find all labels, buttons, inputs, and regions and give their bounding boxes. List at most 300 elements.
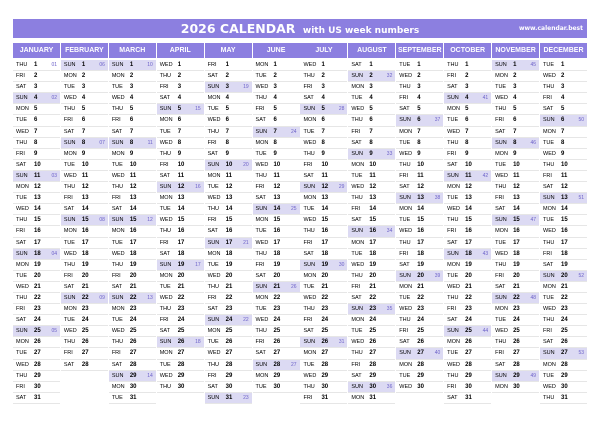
day-row[interactable] <box>13 260 60 271</box>
day-row[interactable] <box>396 215 443 226</box>
day-row[interactable] <box>205 127 252 138</box>
day-row[interactable] <box>492 104 539 115</box>
day-row[interactable] <box>444 304 491 315</box>
day-row[interactable] <box>13 293 60 304</box>
day-row[interactable] <box>444 71 491 82</box>
day-row[interactable] <box>109 60 156 71</box>
day-row[interactable] <box>13 226 60 237</box>
day-row[interactable] <box>109 260 156 271</box>
day-row[interactable] <box>492 171 539 182</box>
day-row[interactable] <box>205 226 252 237</box>
day-row[interactable] <box>492 60 539 71</box>
day-row[interactable] <box>396 382 443 393</box>
day-row[interactable] <box>253 138 300 149</box>
day-row[interactable] <box>396 82 443 93</box>
day-row[interactable] <box>300 348 347 359</box>
day-row[interactable] <box>13 149 60 160</box>
day-row[interactable] <box>13 182 60 193</box>
day-row[interactable] <box>396 160 443 171</box>
day-row[interactable] <box>348 304 395 315</box>
day-row[interactable] <box>109 393 156 404</box>
day-row[interactable] <box>13 171 60 182</box>
day-row[interactable] <box>205 171 252 182</box>
day-row[interactable] <box>444 260 491 271</box>
day-row[interactable] <box>253 127 300 138</box>
day-row[interactable] <box>492 193 539 204</box>
day-row[interactable] <box>61 282 108 293</box>
day-row[interactable] <box>300 337 347 348</box>
day-row[interactable] <box>492 315 539 326</box>
day-row[interactable] <box>109 249 156 260</box>
day-row[interactable] <box>444 149 491 160</box>
day-row[interactable] <box>492 149 539 160</box>
day-row[interactable] <box>540 127 587 138</box>
day-row[interactable] <box>157 82 204 93</box>
day-row[interactable] <box>13 393 60 404</box>
day-row[interactable] <box>540 104 587 115</box>
day-row[interactable] <box>300 271 347 282</box>
day-row[interactable] <box>396 171 443 182</box>
day-row[interactable] <box>61 160 108 171</box>
day-row[interactable] <box>13 315 60 326</box>
day-row[interactable] <box>300 60 347 71</box>
day-row[interactable] <box>492 160 539 171</box>
day-row[interactable] <box>492 238 539 249</box>
day-row[interactable] <box>109 360 156 371</box>
day-row[interactable] <box>157 160 204 171</box>
day-row[interactable] <box>300 104 347 115</box>
day-row[interactable] <box>444 382 491 393</box>
day-row[interactable] <box>300 315 347 326</box>
day-row[interactable] <box>13 204 60 215</box>
day-row[interactable] <box>61 104 108 115</box>
day-row[interactable] <box>540 60 587 71</box>
day-row[interactable] <box>492 215 539 226</box>
day-row[interactable] <box>300 393 347 404</box>
day-row[interactable] <box>61 271 108 282</box>
day-row[interactable] <box>348 282 395 293</box>
day-row[interactable] <box>157 226 204 237</box>
day-row[interactable] <box>300 360 347 371</box>
day-row[interactable] <box>492 271 539 282</box>
day-row[interactable] <box>205 115 252 126</box>
day-row[interactable] <box>61 326 108 337</box>
day-row[interactable] <box>61 60 108 71</box>
day-row[interactable] <box>253 360 300 371</box>
day-row[interactable] <box>13 382 60 393</box>
day-row[interactable] <box>444 337 491 348</box>
day-row[interactable] <box>300 193 347 204</box>
day-row[interactable] <box>61 260 108 271</box>
day-row[interactable] <box>444 348 491 359</box>
day-row[interactable] <box>348 204 395 215</box>
day-row[interactable] <box>253 115 300 126</box>
day-row[interactable] <box>253 348 300 359</box>
day-row[interactable] <box>396 360 443 371</box>
day-row[interactable] <box>205 260 252 271</box>
day-row[interactable] <box>61 249 108 260</box>
day-row[interactable] <box>444 315 491 326</box>
day-row[interactable] <box>205 348 252 359</box>
day-row[interactable] <box>444 138 491 149</box>
day-row[interactable] <box>205 315 252 326</box>
day-row[interactable] <box>540 82 587 93</box>
day-row[interactable] <box>300 138 347 149</box>
day-row[interactable] <box>253 326 300 337</box>
day-row[interactable] <box>444 226 491 237</box>
day-row[interactable] <box>109 238 156 249</box>
day-row[interactable] <box>61 226 108 237</box>
day-row[interactable] <box>109 326 156 337</box>
day-row[interactable] <box>444 93 491 104</box>
day-row[interactable] <box>205 215 252 226</box>
day-row[interactable] <box>61 348 108 359</box>
day-row[interactable] <box>253 260 300 271</box>
day-row[interactable] <box>300 282 347 293</box>
day-row[interactable] <box>205 271 252 282</box>
day-row[interactable] <box>109 104 156 115</box>
day-row[interactable] <box>109 337 156 348</box>
day-row[interactable] <box>300 382 347 393</box>
day-row[interactable] <box>205 249 252 260</box>
day-row[interactable] <box>492 93 539 104</box>
day-row[interactable] <box>540 326 587 337</box>
day-row[interactable] <box>205 382 252 393</box>
day-row[interactable] <box>61 127 108 138</box>
day-row[interactable] <box>109 382 156 393</box>
day-row[interactable] <box>157 149 204 160</box>
day-row[interactable] <box>205 93 252 104</box>
website-link[interactable]: www.calendar.best <box>518 25 583 32</box>
day-row[interactable] <box>348 371 395 382</box>
day-row[interactable] <box>348 138 395 149</box>
day-row[interactable] <box>253 171 300 182</box>
day-row[interactable] <box>444 215 491 226</box>
day-row[interactable] <box>109 160 156 171</box>
day-row[interactable] <box>13 138 60 149</box>
day-row[interactable] <box>300 326 347 337</box>
day-row[interactable] <box>109 315 156 326</box>
day-row[interactable] <box>253 60 300 71</box>
day-row[interactable] <box>444 160 491 171</box>
day-row[interactable] <box>157 238 204 249</box>
day-row[interactable] <box>157 104 204 115</box>
day-row[interactable] <box>205 138 252 149</box>
day-row[interactable] <box>492 293 539 304</box>
day-row[interactable] <box>444 115 491 126</box>
day-row[interactable] <box>157 193 204 204</box>
day-row[interactable] <box>109 371 156 382</box>
day-row[interactable] <box>492 249 539 260</box>
day-row[interactable] <box>205 293 252 304</box>
day-row[interactable] <box>492 260 539 271</box>
day-row[interactable] <box>396 337 443 348</box>
day-row[interactable] <box>540 93 587 104</box>
day-row[interactable] <box>300 260 347 271</box>
day-row[interactable] <box>348 293 395 304</box>
day-row[interactable] <box>540 138 587 149</box>
day-row[interactable] <box>348 104 395 115</box>
day-row[interactable] <box>396 348 443 359</box>
day-row[interactable] <box>396 71 443 82</box>
day-row[interactable] <box>253 226 300 237</box>
day-row[interactable] <box>13 115 60 126</box>
day-row[interactable] <box>61 149 108 160</box>
day-row[interactable] <box>13 337 60 348</box>
day-row[interactable] <box>396 204 443 215</box>
day-row[interactable] <box>61 193 108 204</box>
day-row[interactable] <box>492 115 539 126</box>
day-row[interactable] <box>205 160 252 171</box>
day-row[interactable] <box>13 326 60 337</box>
day-row[interactable] <box>492 82 539 93</box>
day-row[interactable] <box>205 360 252 371</box>
day-row[interactable] <box>396 304 443 315</box>
day-row[interactable] <box>253 249 300 260</box>
day-row[interactable] <box>13 348 60 359</box>
day-row[interactable] <box>109 204 156 215</box>
day-row[interactable] <box>300 93 347 104</box>
day-row[interactable] <box>13 282 60 293</box>
day-row[interactable] <box>61 71 108 82</box>
day-row[interactable] <box>348 315 395 326</box>
day-row[interactable] <box>205 204 252 215</box>
day-row[interactable] <box>348 93 395 104</box>
day-row[interactable] <box>492 138 539 149</box>
day-row[interactable] <box>348 115 395 126</box>
day-row[interactable] <box>444 282 491 293</box>
day-row[interactable] <box>157 260 204 271</box>
day-row[interactable] <box>348 171 395 182</box>
day-row[interactable] <box>300 371 347 382</box>
day-row[interactable] <box>109 348 156 359</box>
day-row[interactable] <box>348 271 395 282</box>
day-row[interactable] <box>61 337 108 348</box>
day-row[interactable] <box>492 282 539 293</box>
day-row[interactable] <box>205 326 252 337</box>
day-row[interactable] <box>492 226 539 237</box>
day-row[interactable] <box>348 393 395 404</box>
day-row[interactable] <box>540 348 587 359</box>
day-row[interactable] <box>205 82 252 93</box>
day-row[interactable] <box>253 71 300 82</box>
day-row[interactable] <box>157 93 204 104</box>
day-row[interactable] <box>109 115 156 126</box>
day-row[interactable] <box>444 104 491 115</box>
day-row[interactable] <box>253 149 300 160</box>
day-row[interactable] <box>492 71 539 82</box>
day-row[interactable] <box>396 93 443 104</box>
day-row[interactable] <box>348 127 395 138</box>
day-row[interactable] <box>13 238 60 249</box>
day-row[interactable] <box>540 193 587 204</box>
day-row[interactable] <box>444 326 491 337</box>
day-row[interactable] <box>300 171 347 182</box>
day-row[interactable] <box>444 238 491 249</box>
day-row[interactable] <box>13 271 60 282</box>
day-row[interactable] <box>253 160 300 171</box>
day-row[interactable] <box>540 238 587 249</box>
day-row[interactable] <box>396 104 443 115</box>
day-row[interactable] <box>157 138 204 149</box>
day-row[interactable] <box>109 215 156 226</box>
day-row[interactable] <box>444 371 491 382</box>
day-row[interactable] <box>253 371 300 382</box>
day-row[interactable] <box>157 171 204 182</box>
day-row[interactable] <box>61 138 108 149</box>
day-row[interactable] <box>253 271 300 282</box>
day-row[interactable] <box>444 393 491 404</box>
day-row[interactable] <box>300 249 347 260</box>
day-row[interactable] <box>13 82 60 93</box>
day-row[interactable] <box>157 382 204 393</box>
day-row[interactable] <box>492 127 539 138</box>
day-row[interactable] <box>13 249 60 260</box>
day-row[interactable] <box>157 249 204 260</box>
day-row[interactable] <box>157 127 204 138</box>
day-row[interactable] <box>13 371 60 382</box>
day-row[interactable] <box>396 293 443 304</box>
day-row[interactable] <box>300 293 347 304</box>
day-row[interactable] <box>253 204 300 215</box>
day-row[interactable] <box>61 315 108 326</box>
day-row[interactable] <box>396 282 443 293</box>
day-row[interactable] <box>396 226 443 237</box>
day-row[interactable] <box>253 93 300 104</box>
day-row[interactable] <box>540 215 587 226</box>
day-row[interactable] <box>205 238 252 249</box>
day-row[interactable] <box>253 215 300 226</box>
day-row[interactable] <box>540 226 587 237</box>
day-row[interactable] <box>61 304 108 315</box>
day-row[interactable] <box>253 382 300 393</box>
day-row[interactable] <box>300 238 347 249</box>
day-row[interactable] <box>13 193 60 204</box>
day-row[interactable] <box>540 315 587 326</box>
day-row[interactable] <box>540 393 587 404</box>
day-row[interactable] <box>348 382 395 393</box>
day-row[interactable] <box>205 193 252 204</box>
day-row[interactable] <box>348 348 395 359</box>
day-row[interactable] <box>253 293 300 304</box>
day-row[interactable] <box>109 304 156 315</box>
day-row[interactable] <box>396 326 443 337</box>
day-row[interactable] <box>300 204 347 215</box>
day-row[interactable] <box>396 260 443 271</box>
day-row[interactable] <box>444 249 491 260</box>
day-row[interactable] <box>300 149 347 160</box>
day-row[interactable] <box>13 93 60 104</box>
day-row[interactable] <box>396 182 443 193</box>
day-row[interactable] <box>109 271 156 282</box>
day-row[interactable] <box>157 282 204 293</box>
day-row[interactable] <box>492 337 539 348</box>
day-row[interactable] <box>61 82 108 93</box>
day-row[interactable] <box>157 371 204 382</box>
day-row[interactable] <box>492 360 539 371</box>
day-row[interactable] <box>253 104 300 115</box>
day-row[interactable] <box>396 127 443 138</box>
day-row[interactable] <box>396 138 443 149</box>
day-row[interactable] <box>157 337 204 348</box>
day-row[interactable] <box>444 60 491 71</box>
day-row[interactable] <box>109 171 156 182</box>
day-row[interactable] <box>61 238 108 249</box>
day-row[interactable] <box>492 348 539 359</box>
day-row[interactable] <box>300 115 347 126</box>
day-row[interactable] <box>396 238 443 249</box>
day-row[interactable] <box>205 304 252 315</box>
day-row[interactable] <box>157 326 204 337</box>
day-row[interactable] <box>540 182 587 193</box>
day-row[interactable] <box>444 204 491 215</box>
day-row[interactable] <box>540 371 587 382</box>
day-row[interactable] <box>157 204 204 215</box>
day-row[interactable] <box>396 115 443 126</box>
day-row[interactable] <box>300 182 347 193</box>
day-row[interactable] <box>540 171 587 182</box>
day-row[interactable] <box>253 304 300 315</box>
day-row[interactable] <box>109 226 156 237</box>
day-row[interactable] <box>300 215 347 226</box>
day-row[interactable] <box>396 193 443 204</box>
day-row[interactable] <box>396 315 443 326</box>
day-row[interactable] <box>540 271 587 282</box>
day-row[interactable] <box>300 127 347 138</box>
day-row[interactable] <box>61 115 108 126</box>
day-row[interactable] <box>157 360 204 371</box>
day-row[interactable] <box>540 71 587 82</box>
day-row[interactable] <box>61 360 108 371</box>
day-row[interactable] <box>13 71 60 82</box>
day-row[interactable] <box>205 371 252 382</box>
day-row[interactable] <box>205 182 252 193</box>
day-row[interactable] <box>540 204 587 215</box>
day-row[interactable] <box>348 238 395 249</box>
day-row[interactable] <box>253 315 300 326</box>
day-row[interactable] <box>444 293 491 304</box>
day-row[interactable] <box>157 293 204 304</box>
day-row[interactable] <box>348 360 395 371</box>
day-row[interactable] <box>396 371 443 382</box>
day-row[interactable] <box>348 260 395 271</box>
day-row[interactable] <box>157 215 204 226</box>
day-row[interactable] <box>205 393 252 404</box>
day-row[interactable] <box>348 337 395 348</box>
day-row[interactable] <box>444 171 491 182</box>
day-row[interactable] <box>540 149 587 160</box>
day-row[interactable] <box>492 371 539 382</box>
day-row[interactable] <box>109 82 156 93</box>
day-row[interactable] <box>109 138 156 149</box>
day-row[interactable] <box>492 382 539 393</box>
day-row[interactable] <box>61 93 108 104</box>
day-row[interactable] <box>444 271 491 282</box>
day-row[interactable] <box>492 326 539 337</box>
day-row[interactable] <box>109 282 156 293</box>
day-row[interactable] <box>300 226 347 237</box>
day-row[interactable] <box>348 149 395 160</box>
day-row[interactable] <box>109 127 156 138</box>
day-row[interactable] <box>540 293 587 304</box>
day-row[interactable] <box>540 282 587 293</box>
day-row[interactable] <box>540 260 587 271</box>
day-row[interactable] <box>492 182 539 193</box>
day-row[interactable] <box>157 115 204 126</box>
day-row[interactable] <box>109 293 156 304</box>
day-row[interactable] <box>13 160 60 171</box>
day-row[interactable] <box>540 360 587 371</box>
